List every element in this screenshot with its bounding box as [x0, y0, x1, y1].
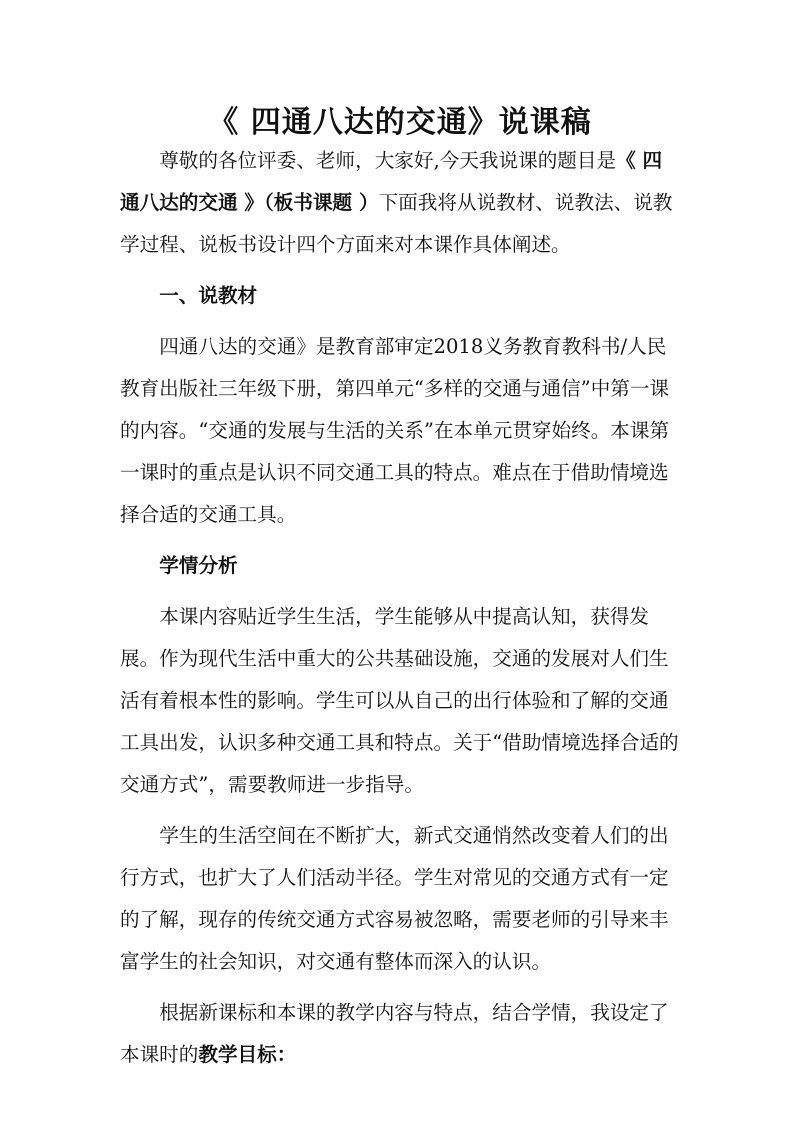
section-heading-student-analysis: 学情分析	[159, 554, 238, 577]
goals-text: 根据新课标和本课的教学内容与特点，结合学情，我设定了本课时的	[120, 1001, 669, 1066]
student-analysis-paragraph-1: 本课内容贴近学生生活，学生能够从中提高认知，获得发展。作为现代生活中重大的公共基础设施，交通的发展对人们生活有着根本性的影响。学生可以从自己的出行体验和了解的交通工具出发，认识多种交通工具和特点。关于“借助情境选择合适的交通方式”，需要教师进一步指导。	[120, 605, 679, 796]
lesson-topic: 《 四通八达的交通 》（板书课题 ）	[120, 149, 663, 214]
textbook-paragraph: 四通八达的交通》是教育部审定2018义务教育教科书/人民教育出版社三年级下册，第四单元“多样的交通与通信”中第一课的内容。“交通的发展与生活的关系”在本单元贯穿始终。本课第一课时的重点是认识不同交通工具的特点。难点在于借助情境选择合适的交通工具。	[120, 335, 670, 526]
document-title: 《 四通八达的交通》说课稿	[208, 105, 592, 140]
intro-text: 尊敬的各位评委、老师，大家好,今天我说课的题目是	[159, 149, 617, 172]
document-body	[120, 140, 680, 1076]
goals-paragraph	[120, 992, 680, 1076]
goals-label: 教学目标：	[198, 1043, 297, 1066]
intro-paragraph	[120, 140, 680, 266]
student-analysis-paragraph-2: 学生的生活空间在不断扩大，新式交通悄然改变着人们的出行方式，也扩大了人们活动半径。学生对常见的交通方式有一定的了解，现存的传统交通方式容易被忽略，需要老师的引导来丰富学生的社会知识，对交通有整体而深入的认识。	[120, 824, 669, 973]
section-heading-textbook: 一、说教材	[159, 284, 258, 307]
intro-outline: 下面我将从说教材、说教法、说教学过程、说板书设计四个方面来对本课作具体阐述。	[120, 191, 673, 256]
